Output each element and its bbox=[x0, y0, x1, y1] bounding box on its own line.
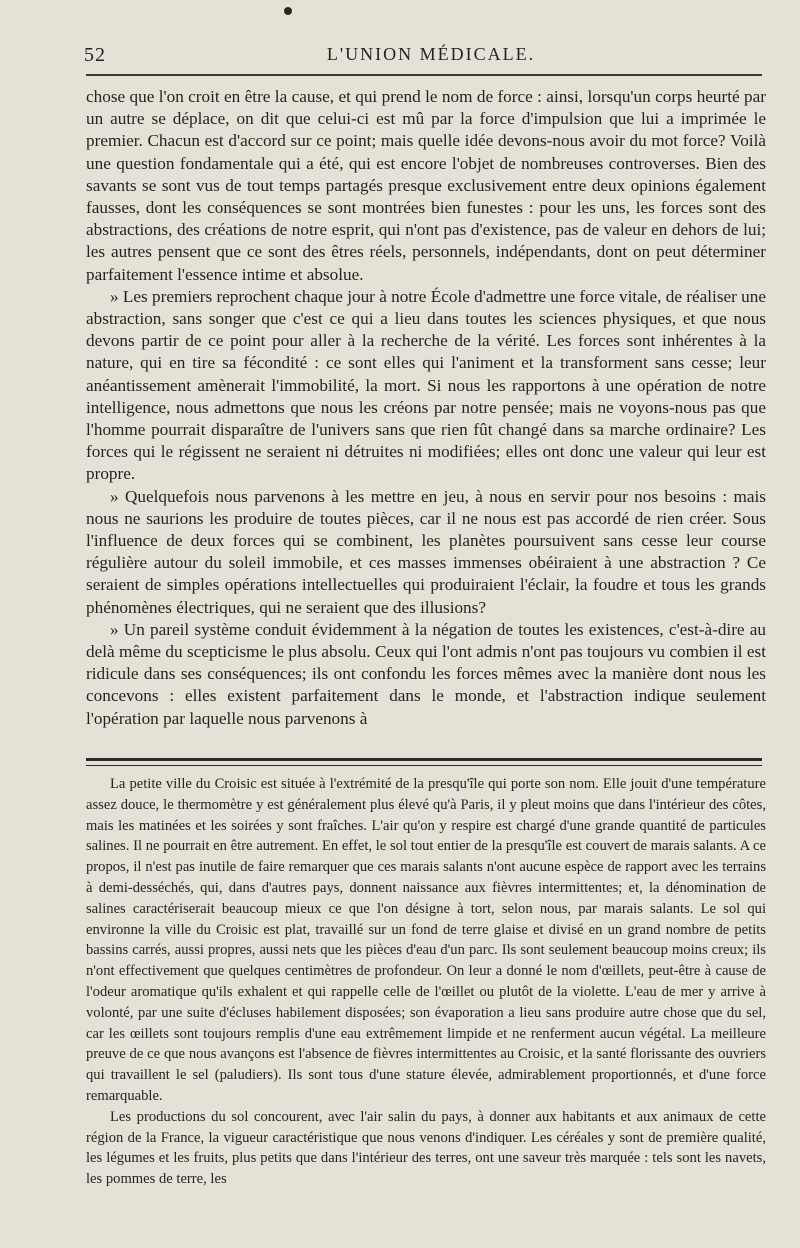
main-paragraph: » Quelquefois nous parvenons à les mettre en jeu, à nous en servir pour nos besoins : mais nous ne saurions les produire de toutes pièces, car il ne nous est pas accordé de rien créer. Sous l'influence de deux forces qui se combinent, les planètes poursuivent sans cesse leur course régulière autour du soleil immobile, et ces masses immenses obéiraient à une abstraction ? Ce seraient de simples opérations intellectuelles qui produiraient l'éclair, la foudre et tous les grands phénomènes électriques, qui ne seraient que des illusions? bbox=[86, 486, 766, 617]
page-header bbox=[84, 44, 778, 74]
footnote-separator bbox=[86, 758, 762, 766]
main-paragraph: chose que l'on croit en être la cause, et qui prend le nom de force : ainsi, lorsqu'un corps heurté par un autre se déplace, on dit que celui-ci est mû par la force d'impulsion que lui a imprimée le premier. Chacun est d'accord sur ce point; mais quelle idée devons-nous avoir du mot force? Voilà une question fondamentale qui a été, qui est encore l'objet de nombreuses controverses. Bien des savants se sont vus de tout temps partagés presque exclusivement entre deux opinions également fausses, dont les conséquences se sont montrées bien funestes : pour les uns, les forces sont des abstractions, des créations de notre esprit, qui n'ont pas d'existence, pas de valeur en dehors de lui; les autres pensent que ce sont des êtres réels, personnels, indépendants, dont on peut déterminer parfaitement l'essence intime et absolue. bbox=[86, 87, 766, 284]
footnote-paragraph: Les productions du sol concourent, avec l'air salin du pays, à donner aux habitants et aux animaux de cette région de la France, la vigueur caractéristique que nous venons d'indiquer. Les céréales y sont de première qualité, les légumes et les fruits, plus petits que dans l'intérieur des terres, ont une saveur très marquée : tels sont les navets, les pommes de terre, les bbox=[86, 1108, 766, 1188]
main-text bbox=[86, 86, 766, 730]
main-paragraph: » Les premiers reprochent chaque jour à notre École d'admettre une force vitale, de réaliser une abstraction, sans songer que c'est ce qui a lieu dans toutes les sciences physiques, et que nous devons partir de ce point pour aller à la recherche de la vérité. Les forces sont inhérentes à la nature, qui en tire sa fécondité : ce sont elles qui l'animent et la transforment sans cesse; leur anéantissement amènerait l'immobilité, la mort. Si nous les rapportons à une opération de notre intelligence, nous admettons que nous les créons par notre pensée; mais ne voyons-nous pas que l'homme pourrait disparaître de l'univers sans que rien fût changé dans sa marche ordinaire? Les forces qui le régissent ne seraient ni détruites ni modifiées; elles ont donc une valeur qui leur est propre. bbox=[86, 286, 766, 484]
footnote-paragraph: La petite ville du Croisic est située à l'extrémité de la presqu'île qui porte son nom. Elle jouit d'une température assez douce, le thermomètre y est généralement plus élevé qu'à Paris, il y pleut moins que dans l'intérieur des côtes, mais les matinées et les soirées y sont fraîches. L'air qu'on y respire est chargé d'une grande quantité de particules salines. Il ne pourrait en être autrement. En effet, le sol tout entier de la presqu'île est couvert de marais salants. A ce propos, il n'est pas inutile de faire remarquer que ces marais salants n'ont aucune espèce de rapport avec les terrains à demi-desséchés, qui, dans d'autres pays, donnent naissance aux fièvres intermittentes; et, la dénomination de salines caractériserait beaucoup mieux ce que l'on désigne à tort, selon nous, par marais salants. Le sol qui environne la ville du Croisic est plat, travaillé sur un fond de terre glaise et divisé en un grand nombre de petits bassins carrés, aussi propres, aussi nets que les pièces d'eau d'un parc. Ils sont seulement beaucoup moins creux; ils n'ont effectivement que quelques centimètres de profondeur. On leur a donné le nom d'œillets, peut-être à cause de l'odeur aromatique qu'ils exhalent et qui rappelle celle de l'œillet ou plutôt de la violette. L'eau de mer y arrive à volonté, par une suite d'écluses habilement disposées; son évaporation a lieu sans produire autre chose que du sel, car les œillets sont toujours remplis d'une eau extrêmement limpide et ne renferment aucun végétal. La meilleure preuve de ce que nous avançons est l'absence de fièvres intermittentes au Croisic, et la santé florissante des ouvriers qui travaillent le sel (paludiers). Ils sont tous d'une stature élevée, admirablement proportionnés, et d'une force remarquable. bbox=[86, 776, 766, 1104]
journal-title: L'UNION MÉDICALE. bbox=[326, 44, 536, 64]
page-number: 52 bbox=[84, 44, 106, 66]
main-paragraph: » Un pareil système conduit évidemment à la négation de toutes les existences, c'est-à-dire au delà même du scepticisme le plus absolu. Ceux qui l'ont admis n'ont pas toujours vu combien il est ridicule dans ses conséquences; ils ont confondu les forces mêmes avec la manière dont nous les concevons : elles existent parfaitement dans le monde, et l'abstraction indique seulement l'opération par laquelle nous parvenons à bbox=[86, 619, 766, 728]
ink-dot bbox=[284, 7, 292, 15]
footnote bbox=[86, 774, 766, 1190]
header-rule bbox=[86, 74, 762, 76]
